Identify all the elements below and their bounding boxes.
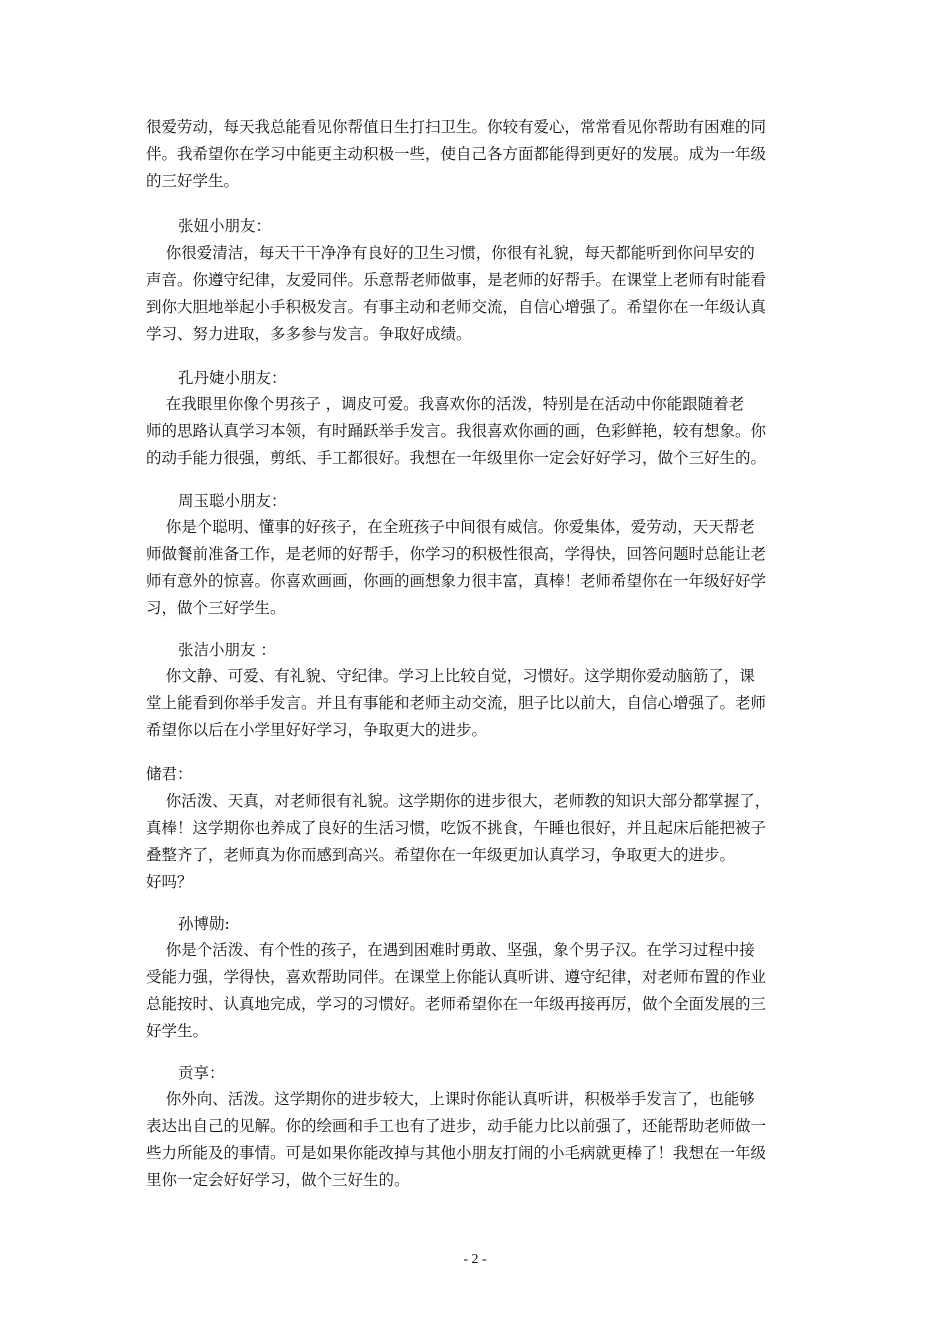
paragraph-line: 的动手能力很强，剪纸、手工都很好。我想在一年级里你一定会好好学习，做个三好生的。	[146, 449, 767, 467]
paragraph-line: 你活泼、天真，对老师很有礼貌。这学期你的进步很大，老师教的知识大部分都掌握了，	[146, 792, 771, 810]
paragraph-line: 好吗？	[146, 873, 193, 891]
paragraph-line: 到你大胆地举起小手积极发言。有事主动和老师交流，自信心增强了。希望你在一年级认真	[146, 298, 767, 316]
intro-paragraph	[146, 114, 810, 195]
student-name-heading: 孙博勋:	[178, 915, 230, 933]
comment-paragraph	[146, 240, 810, 348]
paragraph-line: 真棒！这学期你也养成了良好的生活习惯，吃饭不挑食，午睡也很好，并且起床后能把被子	[146, 819, 767, 837]
paragraph-line: 师做餐前准备工作，是老师的好帮手，你学习的积极性很高，学得快，回答问题时总能让老	[146, 545, 767, 563]
paragraph-line: 叠整齐了，老师真为你而感到高兴。希望你在一年级更加认真学习，争取更大的进步。	[146, 846, 736, 864]
page-number: - 2 -	[463, 1252, 487, 1267]
paragraph-line: 些力所能及的事情。可是如果你能改掉与其他小朋友打闹的小毛病就更棒了！我想在一年级	[146, 1144, 767, 1162]
paragraph-line: 你很爱清洁，每天干干净净有良好的卫生习惯，你很有礼貌，每天都能听到你问早安的	[146, 244, 755, 262]
comment-paragraph	[146, 663, 810, 744]
paragraph-line: 师有意外的惊喜。你喜欢画画，你画的画想象力很丰富，真棒！老师希望你在一年级好好学	[146, 572, 767, 590]
comment-paragraph	[146, 1086, 810, 1194]
comment-paragraph	[146, 391, 810, 472]
paragraph-line: 你文静、可爱、有礼貌、守纪律。学习上比较自觉，习惯好。这学期你爱动脑筋了，课	[146, 667, 755, 685]
student-name-heading: 储君：	[146, 765, 193, 783]
paragraph-line: 里你一定会好好学习，做个三好生的。	[146, 1171, 410, 1189]
paragraph-line: 受能力强，学得快，喜欢帮助同伴。在课堂上你能认真听讲、遵守纪律，对老师布置的作业	[146, 968, 767, 986]
comment-paragraph	[146, 788, 810, 896]
paragraph-line: 表达出自己的见解。你的绘画和手工也有了进步，动手能力比以前强了，还能帮助老师做一	[146, 1117, 767, 1135]
paragraph-line: 声音。你遵守纪律，友爱同伴。乐意帮老师做事，是老师的好帮手。在课堂上老师有时能看	[146, 271, 767, 289]
paragraph-line: 习，做个三好学生。	[146, 599, 286, 617]
paragraph-line: 你是个聪明、懂事的好孩子，在全班孩子中间很有威信。你爱集体，爱劳动，天天帮老	[146, 518, 755, 536]
paragraph-line: 的三好学生。	[146, 172, 240, 190]
paragraph-line: 你是个活泼、有个性的孩子，在遇到困难时勇敢、坚强，象个男子汉。在学习过程中接	[146, 941, 755, 959]
paragraph-line: 师的思路认真学习本领，有时踊跃举手发言。我很喜欢你画的画，色彩鲜艳，较有想象。你	[146, 422, 767, 440]
paragraph-line: 希望你以后在小学里好好学习，争取更大的进步。	[146, 721, 488, 739]
paragraph-line: 总能按时、认真地完成，学习的习惯好。老师希望你在一年级再接再厉，做个全面发展的三	[146, 995, 767, 1013]
student-name-heading: 孔丹婕小朋友：	[178, 369, 287, 387]
student-name-heading: 贡享：	[178, 1064, 225, 1082]
paragraph-line: 你外向、活泼。这学期你的进步较大，上课时你能认真听讲，积极举手发言了，也能够	[146, 1090, 755, 1108]
student-name-heading: 张洁小朋友 ：	[178, 641, 276, 659]
comment-paragraph	[146, 514, 810, 622]
paragraph-line: 堂上能看到你举手发言。并且有事能和老师主动交流，胆子比以前大，自信心增强了。老师	[146, 694, 767, 712]
paragraph-line: 学习、努力进取，多多参与发言。争取好成绩。	[146, 325, 472, 343]
paragraph-line: 好学生。	[146, 1022, 209, 1040]
student-name-heading: 张妞小朋友：	[178, 217, 272, 235]
comment-paragraph	[146, 937, 810, 1045]
paragraph-line: 很爱劳动，每天我总能看见你帮值日生打扫卫生。你较有爱心，常常看见你帮助有困难的同	[146, 118, 767, 136]
paragraph-line: 伴。我希望你在学习中能更主动积极一些，使自己各方面都能得到更好的发展。成为一年级	[146, 145, 767, 163]
student-name-heading: 周玉聪小朋友：	[178, 492, 287, 510]
paragraph-line: 在我眼里你像个男孩子 ，调皮可爱。我喜欢你的活泼，特别是在活动中你能跟随着老	[146, 395, 745, 413]
